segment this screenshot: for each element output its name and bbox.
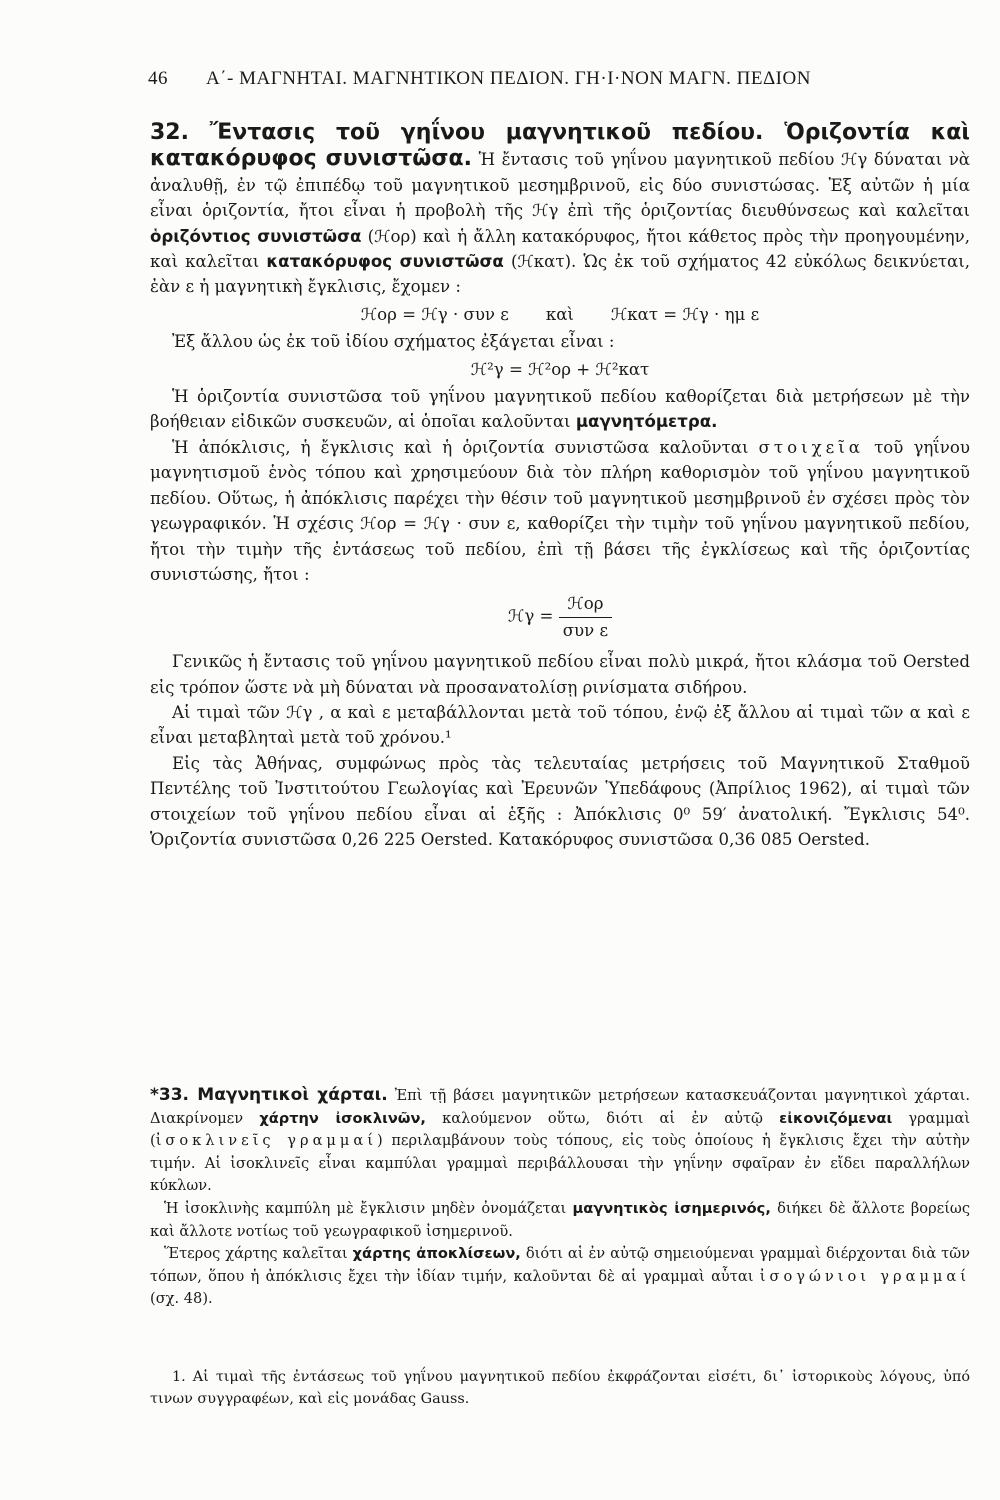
footnote [150, 1366, 970, 1410]
equation-vertical: ℋκατ = ℋγ · ημ ε [610, 304, 760, 324]
term-declination-map: χάρτης ἀποκλίσεων, [352, 1245, 521, 1263]
equation-conjunction: καὶ [545, 304, 574, 324]
text-run: Ἕτερος χάρτης καλεῖται [164, 1245, 348, 1263]
section-32-paragraph-7: Εἰς τὰς Ἀθήνας, συμφώνως πρὸς τὰς τελευταίας μετρήσεις τοῦ Μαγνητικοῦ Σταθμοῦ Πεντέλης τοῦ Ἰνστιτούτου Γεωλογίας καὶ Ἐρευνῶν Ὑπεδάφους (Ἀπρίλιος 1962), αἱ τιμαὶ τῶν στοιχείων τοῦ γηΐνου πεδίου εἶναι αἱ ἑξῆς : Ἀπόκλισις 0⁰ 59′ ἀνατολική. Ἔγκλισις 54⁰. Ὁριζοντία συνιστῶσα 0,26 225 Oersted. Κατακόρυφος συνιστῶσα 0,36 085 Oersted. [150, 753, 970, 849]
text-run: Ἡ ἔντασις τοῦ γηΐνου μαγνητικοῦ πεδίου ℋγ δύναται νὰ ἀναλυθῇ, ἐν τῷ ἐπιπέδῳ τοῦ μαγνητικοῦ μεσημβρινοῦ, εἰς δύο συνιστώσας. Ἐξ αὐτῶν ἡ μία εἶναι ὁριζοντία, ἤτοι εἶναι ἡ προβολὴ τῆς ℋγ ἐπὶ τῆς ὁριζοντίας διευθύνσεως καὶ καλεῖται [150, 150, 970, 221]
section-32-paragraph-1 [150, 120, 970, 300]
term-isoclinic-map: χάρτην ἰσοκλινῶν, [259, 1109, 426, 1127]
term-magnetometers: μαγνητόμετρα. [575, 412, 718, 432]
text-run: Ἡ ὁριζοντία συνιστῶσα τοῦ γηΐνου μαγνητικοῦ πεδίου καθορίζεται διὰ μετρήσεων μὲ τὴν βοήθειαν εἰδικῶν συσκευῶν, αἱ ὁποῖαι καλοῦνται [150, 387, 970, 432]
equation-horizontal: ℋορ = ℋγ · συν ε [360, 304, 509, 324]
section-33-paragraph-2 [150, 1198, 970, 1243]
section-32-paragraph-5: Γενικῶς ἡ ἔντασις τοῦ γηΐνου μαγνητικοῦ πεδίου εἶναι πολὺ μικρά, ἤτοι κλάσμα τοῦ Oersted εἰς τρόπον ὥστε νὰ μὴ δύναται νὰ προσανατολίσῃ ρινίσματα σιδήρου. [150, 652, 970, 697]
section-32-paragraph-6: Αἱ τιμαὶ τῶν ℋγ , α καὶ ε μεταβάλλονται μετὰ τοῦ τόπου, ἐνῷ ἐξ ἄλλου αἱ τιμαὶ τῶν α καὶ ε εἶναι μεταβληταὶ μετὰ τοῦ χρόνου.¹ [150, 702, 970, 748]
text-run: τοῦ γηΐνου μαγνητισμοῦ ἑνὸς τόπου καὶ χρησιμεύουν διὰ τὸν πλήρη καθορισμὸν τοῦ γηΐνου μαγνητικοῦ πεδίου. Οὕτως, ἡ ἀπόκλισις παρέχει τὴν θέσιν τοῦ μαγνητικοῦ μεσημβρινοῦ ἐν σχέσει πρὸς τὸν γεωγραφικόν. Ἡ σχέσις ℋορ = ℋγ · συν ε, καθορίζει τὴν τιμὴν τοῦ γηΐνου μαγνητικοῦ πεδίου, ἤτοι τὴν τιμὴν τῆς ἐντάσεως τοῦ πεδίου, ἐπὶ τῇ βάσει τῆς ἐγκλίσεως καὶ τῆς ὁριζοντίας συνιστώσης, ἤτοι : [150, 437, 970, 584]
section-32 [150, 120, 970, 852]
equation-field-intensity [150, 591, 970, 643]
running-header [148, 68, 908, 90]
term-isogonic-lines: ἰσογώνιοι γραμμαί [759, 1267, 970, 1285]
section-33-paragraph-3 [150, 1243, 970, 1311]
text-run: γραμμαὶ ( [150, 1109, 971, 1150]
section-32-paragraph-3 [150, 384, 970, 435]
term-depicted: εἰκονιζόμεναι [779, 1109, 893, 1127]
text-run: διότι αἱ ἐν αὐτῷ σημειούμεναι γραμμαὶ διέρχονται διὰ τῶν τόπων, ὅπου ἡ ἀπόκλισις ἔχει τὴν ἰδίαν τιμήν, καλοῦνται δὲ αἱ γραμμαὶ αὗται [150, 1245, 971, 1285]
text-run: (ℋορ) καὶ ἡ ἄλλη κατακόρυφος, ἤτοι κάθετος πρὸς τὴν προηγουμένην, καὶ καλεῖται [150, 226, 970, 272]
section-33 [150, 1084, 970, 1311]
running-title: Α΄- ΜΑΓΝΗΤΑΙ. ΜΑΓΝΗΤΙΚΟΝ ΠΕΔΙΟΝ. ΓΗ·Ι·ΝΟΝ ΜΑΓΝ. ΠΕΔΙΟΝ [206, 68, 811, 89]
equation-pythagorean [150, 357, 970, 382]
equation-lhs: ℋγ = [507, 606, 554, 626]
text-run: διήκει δὲ ἄλλοτε βορείως καὶ ἄλλοτε νοτίως τοῦ γεωγραφικοῦ ἰσημερινοῦ. [150, 1199, 971, 1240]
text-run: (σχ. 48). [150, 1290, 213, 1308]
page-number: 46 [148, 68, 168, 89]
equation-components [150, 302, 970, 327]
text-run: Ἡ ἰσοκλινὴς καμπύλη μὲ ἔγκλισιν μηδὲν ὀνομάζεται [164, 1199, 567, 1217]
term-elements: στοιχεῖα [758, 437, 864, 457]
term-magnetic-equator: μαγνητικὸς ἰσημερινός, [572, 1199, 771, 1217]
section-32-title: 32. Ἔντασις τοῦ γηΐνου μαγνητικοῦ πεδίου. Ὁριζοντία καὶ κατακόρυφος συνιστῶσα. [150, 120, 970, 172]
term-horizontal-component: ὁριζόντιος συνιστῶσα [150, 226, 362, 246]
text-run: (ℋκατ). Ὡς ἐκ τοῦ σχήματος 42 εὐκόλως δεικνύεται, ἐὰν ε ἡ μαγνητικὴ ἔγκλισις, ἔχομεν : [150, 252, 970, 297]
text-run: καλούμενον οὕτω, διότι αἱ ἐν αὐτῷ [442, 1109, 763, 1127]
equation-sum-of-squares: ℋ²γ = ℋ²ορ + ℋ²κατ [470, 359, 650, 379]
footnote-1: 1. Αἱ τιμαὶ τῆς ἐντάσεως τοῦ γηΐνου μαγνητικοῦ πεδίου ἐκφράζονται εἰσέτι, δι᾽ ἱστορικοὺς λόγους, ὑπό τινων συγγραφέων, καὶ εἰς μονάδας Gauss. [150, 1369, 970, 1407]
text-run: Ἡ ἀπόκλισις, ἡ ἔγκλισις καὶ ἡ ὁριζοντία συνιστῶσα καλοῦνται [172, 437, 749, 457]
fraction-denominator: συν ε [562, 620, 609, 640]
text-run: Ἐπὶ τῇ βάσει μαγνητικῶν μετρήσεων κατασκευάζονται μαγνητικοὶ χάρται. Διακρίνομεν [150, 1087, 971, 1127]
text-run: ) περιλαμβάνουν τοὺς τόπους, εἰς τοὺς ὁποίους ἡ ἔγκλισις ἔχει τὴν αὐτὴν τιμήν. Αἱ ἰσοκλινεῖς εἶναι καμπύλαι γραμμαὶ περιβάλλουσαι τὴν γηΐνην σφαῖραν ἐν εἴδει παραλλήλων κύκλων. [150, 1132, 970, 1195]
section-33-paragraph-1 [150, 1084, 970, 1198]
section-32-paragraph-2: Ἐξ ἄλλου ὡς ἐκ τοῦ ἰδίου σχήματος ἐξάγεται εἶναι : [172, 332, 615, 352]
fraction [559, 591, 612, 643]
section-32-paragraph-4 [150, 435, 970, 587]
term-vertical-component: κατακόρυφος συνιστῶσα [266, 252, 504, 272]
term-isoclines: ἰσοκλινεῖς γραμμαί [155, 1132, 377, 1150]
section-33-title: *33. Μαγνητικοὶ χάρται. [150, 1085, 388, 1105]
fraction-numerator: ℋορ [559, 591, 612, 617]
